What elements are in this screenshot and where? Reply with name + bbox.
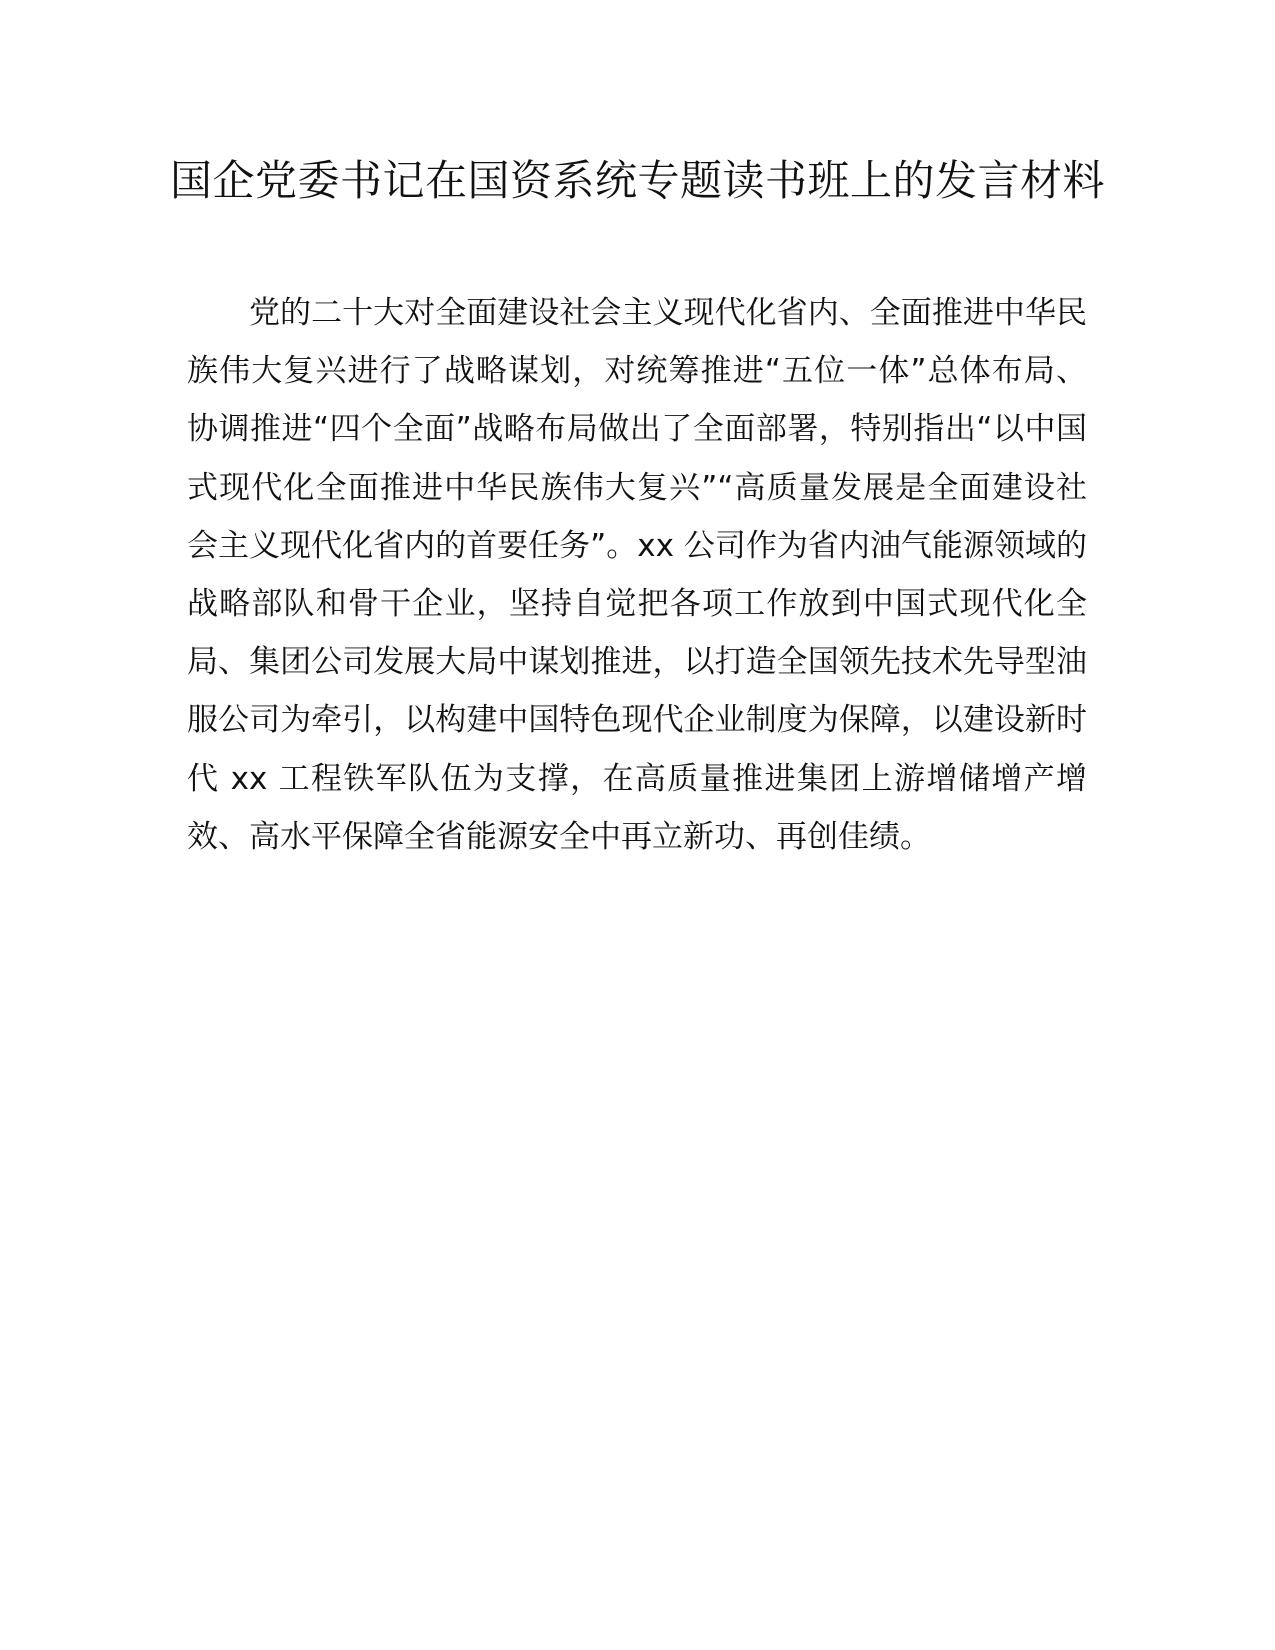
document-title: 国企党委书记在国资系统专题读书班上的发言材料 [170, 156, 1106, 205]
body-paragraph: 党的二十大对全面建设社会主义现代化省内、全面推进中华民族伟大复兴进行了战略谋划，对统筹推进“五位一体”总体布局、协调推进“四个全面”战略布局做出了全面部署，特别指出“以中国式现代化全面推进中华民族伟大复兴”“高质量发展是全面建设社会主义现代化省内的首要任务”。xx 公司作为省内油气能源领域的战略部队和骨干企业，坚持自觉把各项工作放到中国式现代化全局、集团公司发展大局中谋划推进，以打造全国领先技术先导型油服公司为牵引，以构建中国特色现代企业制度为保障，以建设新时代 xx 工程铁军队伍为支撑，在高质量推进集团上游增储增产增效、高水平保障全省能源安全中再立新功、再创佳绩。 [187, 295, 1087, 855]
